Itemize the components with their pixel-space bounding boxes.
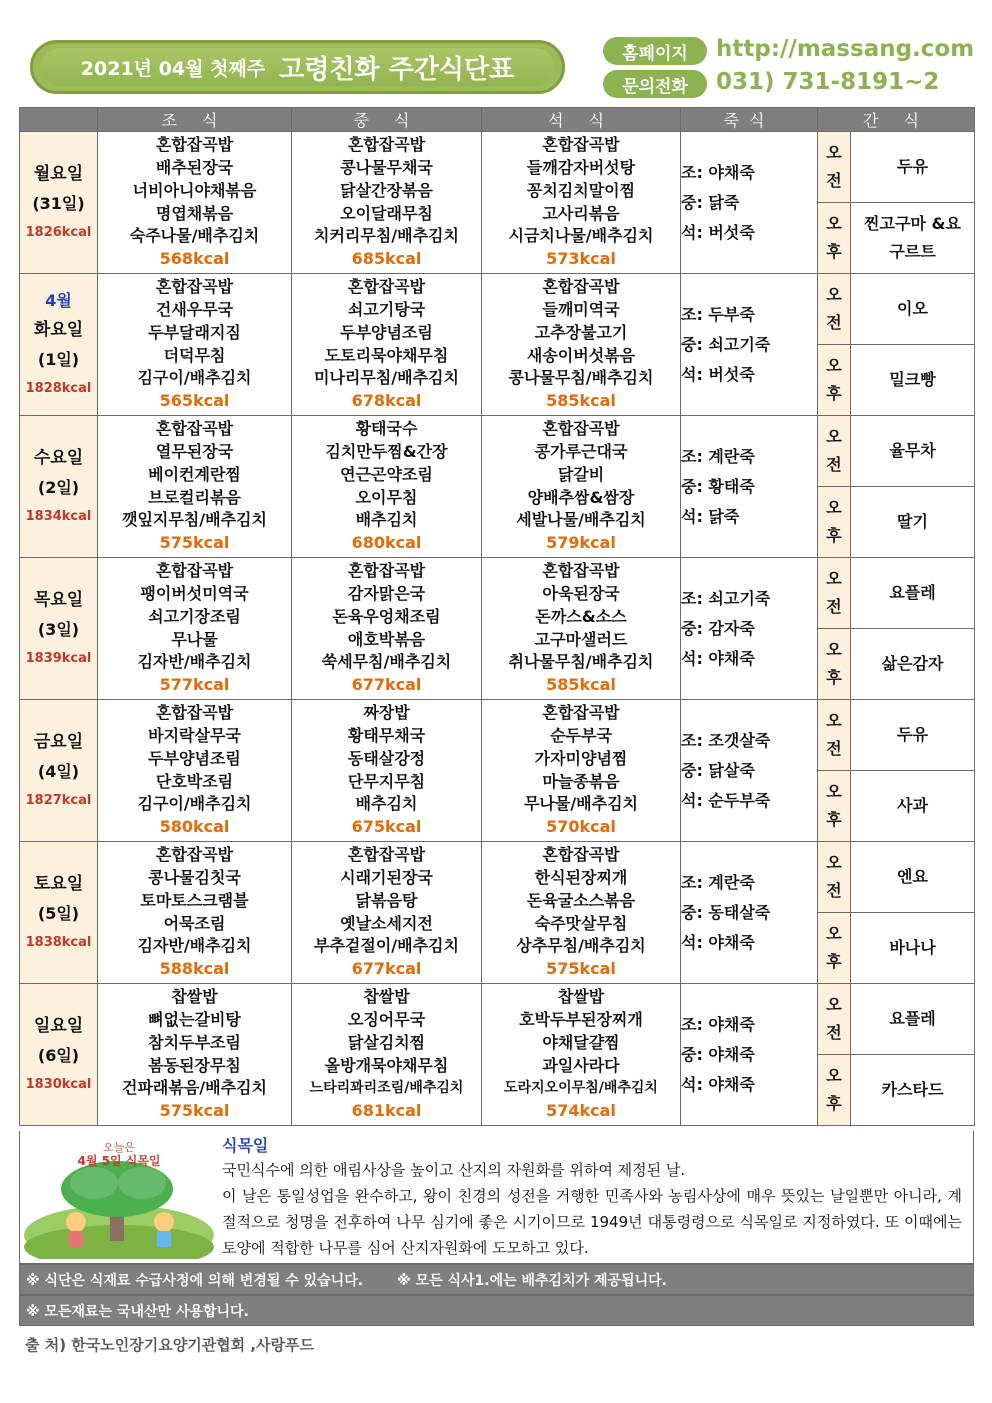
snack-time-label: 오전 bbox=[826, 711, 842, 758]
lunch-kcal: 681kcal bbox=[351, 1100, 422, 1120]
day-row bbox=[20, 700, 975, 771]
dinner-item: 고사리볶음 bbox=[542, 203, 620, 223]
dinner-kcal: 573kcal bbox=[546, 248, 616, 268]
day-date: (5일) bbox=[37, 903, 80, 923]
lunch-item: 돈육우엉채조림 bbox=[332, 606, 441, 626]
porridge-item: 조: 쇠고기죽 bbox=[681, 588, 771, 608]
lunch-item: 쑥세무침/배추김치 bbox=[321, 652, 452, 672]
snack-time-label: 오후 bbox=[826, 1066, 842, 1113]
breakfast-item: 두부양념조림 bbox=[148, 748, 241, 768]
dinner-item: 마늘종볶음 bbox=[542, 771, 620, 791]
lunch-item: 쇠고기탕국 bbox=[347, 300, 426, 320]
lunch-item: 애호박볶음 bbox=[347, 629, 426, 649]
breakfast-item: 베이컨계란찜 bbox=[148, 464, 241, 484]
snack-time-label: 오후 bbox=[826, 640, 842, 687]
lunch-item: 혼합잡곡밥 bbox=[347, 845, 426, 865]
day-date: (1일) bbox=[37, 349, 80, 369]
lunch-item: 느타리꽈리조림/배추김치 bbox=[309, 1080, 464, 1097]
day-date: (31일) bbox=[32, 193, 85, 213]
porridge-item: 중: 쇠고기죽 bbox=[681, 334, 771, 354]
snack-header: 간 식 bbox=[818, 108, 975, 132]
day-row bbox=[20, 984, 975, 1055]
porridge-cell bbox=[681, 558, 818, 700]
illustration-caption-1: 오늘은 bbox=[103, 1141, 135, 1154]
dinner-item: 들깨감자버섯탕 bbox=[526, 158, 636, 178]
lunch-cell bbox=[292, 416, 482, 558]
pm-snack: 카스타드 bbox=[851, 1055, 975, 1126]
lunch-item: 두부양념조림 bbox=[340, 322, 433, 342]
day-date: (2일) bbox=[37, 477, 80, 497]
porridge-item: 조: 계란죽 bbox=[681, 872, 755, 892]
day-cell bbox=[20, 558, 98, 700]
breakfast-cell bbox=[98, 700, 292, 842]
lunch-item: 연근곤약조림 bbox=[340, 464, 433, 484]
lunch-item: 배추김치 bbox=[355, 794, 418, 814]
breakfast-kcal: 575kcal bbox=[159, 1100, 230, 1120]
notice-2: ※ 모든 식사1.에는 배추김치가 제공됩니다. bbox=[397, 1272, 667, 1289]
dinner-item: 찹쌀밥 bbox=[557, 987, 605, 1007]
dinner-item: 순두부국 bbox=[550, 726, 612, 746]
breakfast-item: 바지락살무국 bbox=[148, 726, 241, 746]
dinner-cell bbox=[482, 558, 681, 700]
breakfast-item: 혼합잡곡밥 bbox=[155, 135, 234, 155]
breakfast-item: 건파래볶음/배추김치 bbox=[122, 1078, 267, 1098]
porridge-cell bbox=[681, 274, 818, 416]
breakfast-kcal: 568kcal bbox=[159, 248, 230, 268]
lunch-item: 단무지무침 bbox=[347, 771, 426, 791]
breakfast-item: 김자반/배추김치 bbox=[137, 936, 252, 956]
am-snack: 두유 bbox=[851, 132, 975, 203]
day-total-kcal: 1839kcal bbox=[25, 650, 92, 666]
am-snack: 엔요 bbox=[851, 842, 975, 913]
breakfast-item: 쇠고기장조림 bbox=[148, 606, 241, 626]
am-label-cell bbox=[818, 416, 851, 487]
weekday-name: 화요일 bbox=[33, 319, 84, 340]
day-total-kcal: 1826kcal bbox=[25, 224, 92, 240]
dinner-item: 콩나물무침/배추김치 bbox=[508, 368, 654, 388]
page-title: 고령친화 주간식단표 bbox=[279, 54, 515, 85]
dinner-item: 숙주맛살무침 bbox=[534, 913, 628, 933]
snack-time-label: 오전 bbox=[826, 285, 842, 332]
lunch-item: 감자맑은국 bbox=[347, 584, 426, 604]
pm-label-cell bbox=[818, 629, 851, 700]
homepage-label: 홈페이지 bbox=[603, 37, 707, 65]
pm-label-cell bbox=[818, 345, 851, 416]
dinner-item: 혼합잡곡밥 bbox=[542, 277, 620, 297]
title-banner bbox=[30, 40, 565, 94]
dinner-item: 아욱된장국 bbox=[542, 584, 620, 604]
dinner-item: 혼합잡곡밥 bbox=[542, 135, 620, 155]
day-cell bbox=[20, 700, 98, 842]
breakfast-kcal: 580kcal bbox=[159, 816, 230, 836]
porridge-item: 중: 닭죽 bbox=[681, 192, 740, 212]
lunch-item: 김치만두찜&간장 bbox=[325, 442, 448, 462]
porridge-item: 중: 황태죽 bbox=[681, 476, 755, 496]
weekday-name: 월요일 bbox=[33, 163, 84, 184]
day-row bbox=[20, 274, 975, 345]
day-cell bbox=[20, 416, 98, 558]
breakfast-item: 팽이버섯미역국 bbox=[140, 584, 249, 604]
day-cell bbox=[20, 842, 98, 984]
note-box bbox=[19, 1131, 974, 1264]
am-label-cell bbox=[818, 984, 851, 1055]
dinner-kcal: 574kcal bbox=[546, 1100, 616, 1120]
dinner-cell bbox=[482, 984, 681, 1126]
porridge-item: 석: 야채죽 bbox=[681, 932, 755, 952]
dinner-item: 새송이버섯볶음 bbox=[526, 345, 636, 365]
homepage-link[interactable]: http://massang.com bbox=[716, 36, 975, 62]
dinner-item: 혼합잡곡밥 bbox=[542, 561, 620, 581]
note-text bbox=[222, 1157, 962, 1261]
am-snack: 요플레 bbox=[851, 984, 975, 1055]
porridge-item: 석: 야채죽 bbox=[681, 648, 755, 668]
dinner-item: 고추장불고기 bbox=[534, 322, 628, 342]
breakfast-item: 김구이/배추김치 bbox=[137, 794, 252, 814]
breakfast-item: 참치두부조림 bbox=[148, 1032, 241, 1052]
porridge-item: 중: 동태살죽 bbox=[681, 902, 771, 922]
breakfast-cell bbox=[98, 132, 292, 274]
breakfast-cell bbox=[98, 558, 292, 700]
porridge-cell bbox=[681, 984, 818, 1126]
breakfast-item: 혼합잡곡밥 bbox=[155, 703, 234, 723]
porridge-item: 조: 조갯살죽 bbox=[681, 730, 771, 750]
breakfast-item: 건새우무국 bbox=[155, 300, 234, 320]
breakfast-item: 토마토스크램블 bbox=[140, 890, 249, 910]
lunch-item: 도토리묵야채무침 bbox=[324, 345, 449, 365]
lunch-item: 미나리무침/배추김치 bbox=[314, 368, 459, 388]
lunch-item: 닭살간장볶음 bbox=[340, 180, 433, 200]
note-line-2: 이 날은 통일성업을 완수하고, 왕이 친경의 성전을 거행한 민족사와 농림사상에 매우 뜻있는 날일뿐만 아니라, 계절적으로 청명을 전후하여 나무 심기에 좋은 시기이므로 1949년 대통령령으로 식목일로 지정하였다. 또 이때에는 토양에 적합한 나무를 심어 산지자원화에 도모하고 있다. bbox=[222, 1187, 962, 1257]
day-row bbox=[20, 842, 975, 913]
lunch-kcal: 685kcal bbox=[351, 248, 422, 268]
dinner-item: 한식된장찌개 bbox=[534, 868, 628, 888]
porridge-item: 조: 계란죽 bbox=[681, 446, 755, 466]
dinner-header: 석 식 bbox=[482, 108, 681, 132]
lunch-item: 혼합잡곡밥 bbox=[347, 135, 426, 155]
porridge-item: 석: 순두부죽 bbox=[681, 790, 771, 810]
porridge-header: 죽식 bbox=[681, 108, 818, 132]
pm-snack: 딸기 bbox=[851, 487, 975, 558]
lunch-item: 짜장밥 bbox=[363, 703, 410, 723]
pm-snack: 바나나 bbox=[851, 913, 975, 984]
snack-time-label: 오후 bbox=[826, 356, 842, 403]
weekday-name: 목요일 bbox=[33, 589, 84, 610]
breakfast-item: 열무된장국 bbox=[155, 442, 234, 462]
snack-time-label: 오후 bbox=[826, 782, 842, 829]
day-row bbox=[20, 558, 975, 629]
porridge-item: 석: 버섯죽 bbox=[681, 222, 755, 242]
breakfast-item: 더덕무침 bbox=[163, 345, 226, 365]
lunch-item: 치커리무침/배추김치 bbox=[314, 226, 459, 246]
breakfast-item: 어묵조림 bbox=[163, 913, 226, 933]
snack-time-label: 오전 bbox=[826, 853, 842, 900]
am-snack: 요플레 bbox=[851, 558, 975, 629]
pm-snack: 사과 bbox=[851, 771, 975, 842]
breakfast-item: 찹쌀밥 bbox=[171, 987, 218, 1007]
porridge-cell bbox=[681, 416, 818, 558]
lunch-item: 찹쌀밥 bbox=[363, 987, 410, 1007]
dinner-item: 혼합잡곡밥 bbox=[542, 703, 620, 723]
lunch-item: 닭살김치찜 bbox=[347, 1032, 426, 1052]
dinner-item: 돈까스&소스 bbox=[535, 606, 627, 626]
breakfast-kcal: 588kcal bbox=[159, 958, 230, 978]
breakfast-cell bbox=[98, 416, 292, 558]
breakfast-item: 콩나물김칫국 bbox=[148, 868, 241, 888]
day-row bbox=[20, 132, 975, 203]
porridge-item: 조: 야채죽 bbox=[681, 162, 755, 182]
breakfast-item: 숙주나물/배추김치 bbox=[129, 226, 260, 246]
dinner-item: 들깨미역국 bbox=[542, 300, 620, 320]
lunch-header: 중 식 bbox=[292, 108, 482, 132]
lunch-item: 황태무채국 bbox=[347, 726, 426, 746]
pm-snack: 삶은감자 bbox=[851, 629, 975, 700]
dinner-item: 닭갈비 bbox=[557, 464, 605, 484]
breakfast-item: 무나물 bbox=[171, 629, 218, 649]
lunch-cell bbox=[292, 984, 482, 1126]
am-snack: 율무차 bbox=[851, 416, 975, 487]
corner-header bbox=[20, 108, 98, 132]
snack-time-label: 오전 bbox=[826, 427, 842, 474]
lunch-cell bbox=[292, 558, 482, 700]
dinner-item: 혼합잡곡밥 bbox=[542, 845, 620, 865]
porridge-item: 중: 감자죽 bbox=[681, 618, 755, 638]
source-credit: 출 처) 한국노인장기요양기관협회 ,사랑푸드 bbox=[25, 1336, 315, 1354]
breakfast-item: 명엽채볶음 bbox=[155, 203, 234, 223]
pm-label-cell bbox=[818, 1055, 851, 1126]
breakfast-cell bbox=[98, 842, 292, 984]
dinner-item: 혼합잡곡밥 bbox=[542, 419, 620, 439]
breakfast-item: 브로컬리볶음 bbox=[148, 487, 241, 507]
lunch-item: 배추김치 bbox=[355, 510, 418, 530]
am-snack: 이오 bbox=[851, 274, 975, 345]
weekly-menu-table bbox=[19, 107, 975, 1126]
breakfast-item: 단호박조림 bbox=[155, 771, 234, 791]
pm-snack: 밀크빵 bbox=[851, 345, 975, 416]
dinner-kcal: 585kcal bbox=[546, 390, 616, 410]
dinner-item: 야채달걀찜 bbox=[542, 1032, 620, 1052]
day-total-kcal: 1830kcal bbox=[25, 1076, 92, 1092]
notice-3: ※ 모든재료는 국내산만 사용합니다. bbox=[26, 1303, 249, 1320]
am-label-cell bbox=[818, 700, 851, 771]
pm-label-cell bbox=[818, 487, 851, 558]
dinner-item: 호박두부된장찌개 bbox=[519, 1010, 643, 1030]
lunch-item: 닭볶음탕 bbox=[355, 890, 418, 910]
day-date: (3일) bbox=[37, 619, 80, 639]
header-row bbox=[20, 108, 975, 132]
snack-time-label: 오후 bbox=[826, 924, 842, 971]
notice-1: ※ 식단은 식재료 수급사정에 의해 변경될 수 있습니다. bbox=[26, 1272, 364, 1289]
dinner-item: 콩가루근대국 bbox=[534, 442, 628, 462]
lunch-item: 오징어무국 bbox=[347, 1010, 426, 1030]
day-row bbox=[20, 416, 975, 487]
breakfast-item: 김자반/배추김치 bbox=[137, 652, 252, 672]
snack-time-label: 오후 bbox=[826, 498, 842, 545]
am-snack: 두유 bbox=[851, 700, 975, 771]
dinner-item: 세발나물/배추김치 bbox=[516, 510, 646, 530]
lunch-item: 오이무침 bbox=[355, 487, 418, 507]
breakfast-kcal: 577kcal bbox=[159, 674, 230, 694]
day-total-kcal: 1834kcal bbox=[25, 508, 92, 524]
dinner-kcal: 575kcal bbox=[546, 958, 616, 978]
breakfast-item: 혼합잡곡밥 bbox=[155, 277, 234, 297]
am-label-cell bbox=[818, 842, 851, 913]
menu-body bbox=[20, 132, 975, 1126]
dinner-item: 상추무침/배추김치 bbox=[516, 936, 646, 956]
pm-label-cell bbox=[818, 203, 851, 274]
porridge-item: 석: 야채죽 bbox=[681, 1074, 755, 1094]
month-label: 4월 bbox=[45, 290, 72, 310]
breakfast-cell bbox=[98, 274, 292, 416]
note-line-1: 국민식수에 의한 애림사상을 높이고 산지의 자원화를 위하여 제정된 날. bbox=[222, 1161, 686, 1179]
pm-label-cell bbox=[818, 913, 851, 984]
weekday-name: 토요일 bbox=[33, 873, 84, 894]
porridge-item: 조: 야채죽 bbox=[681, 1014, 755, 1034]
dinner-item: 도라지오이무침/배추김치 bbox=[504, 1080, 658, 1097]
breakfast-header: 조 식 bbox=[98, 108, 292, 132]
day-cell bbox=[20, 984, 98, 1126]
dinner-item: 양배추쌈&쌈장 bbox=[527, 487, 635, 507]
dinner-item: 가자미양념찜 bbox=[534, 748, 628, 768]
dinner-item: 과일사라다 bbox=[542, 1055, 620, 1075]
pm-snack: 찐고구마 &요구르트 bbox=[851, 203, 975, 274]
day-date: (6일) bbox=[37, 1045, 80, 1065]
lunch-item: 부추겉절이/배추김치 bbox=[314, 936, 459, 956]
lunch-item: 시래기된장국 bbox=[340, 868, 433, 888]
phone-number: 031) 731-8191~2 bbox=[716, 69, 940, 95]
breakfast-item: 두부달래지짐 bbox=[148, 322, 241, 342]
notice-bar-2 bbox=[19, 1295, 974, 1326]
dinner-item: 돈육굴소스볶음 bbox=[526, 890, 636, 910]
lunch-kcal: 678kcal bbox=[351, 390, 422, 410]
porridge-item: 조: 두부죽 bbox=[681, 304, 755, 324]
illustration-caption-2: 4월 5일 식목일 bbox=[77, 1154, 161, 1168]
breakfast-item: 김구이/배추김치 bbox=[137, 368, 252, 388]
dinner-cell bbox=[482, 132, 681, 274]
title-week: 2021년 04월 첫째주 bbox=[80, 57, 266, 80]
porridge-item: 중: 닭살죽 bbox=[681, 760, 755, 780]
day-total-kcal: 1827kcal bbox=[25, 792, 92, 808]
dinner-cell bbox=[482, 700, 681, 842]
lunch-cell bbox=[292, 700, 482, 842]
breakfast-item: 혼합잡곡밥 bbox=[155, 561, 234, 581]
lunch-kcal: 677kcal bbox=[351, 674, 422, 694]
am-label-cell bbox=[818, 274, 851, 345]
dinner-kcal: 579kcal bbox=[546, 532, 616, 552]
dinner-cell bbox=[482, 274, 681, 416]
title-inner bbox=[41, 48, 554, 86]
breakfast-item: 깻잎지무침/배추김치 bbox=[122, 510, 267, 530]
lunch-cell bbox=[292, 132, 482, 274]
lunch-item: 콩나물무채국 bbox=[340, 158, 433, 178]
arbor-day-illustration bbox=[24, 1137, 214, 1259]
am-label-cell bbox=[818, 558, 851, 629]
lunch-cell bbox=[292, 274, 482, 416]
lunch-item: 옛날소세지전 bbox=[340, 913, 433, 933]
lunch-item: 동태살강정 bbox=[347, 748, 426, 768]
breakfast-item: 혼합잡곡밥 bbox=[155, 419, 234, 439]
dinner-cell bbox=[482, 416, 681, 558]
pm-label-cell bbox=[818, 771, 851, 842]
lunch-item: 혼합잡곡밥 bbox=[347, 561, 426, 581]
lunch-kcal: 675kcal bbox=[351, 816, 422, 836]
lunch-item: 올방개묵야채무침 bbox=[324, 1055, 449, 1075]
lunch-item: 황태국수 bbox=[355, 419, 418, 439]
weekday-name: 수요일 bbox=[33, 447, 84, 468]
lunch-kcal: 677kcal bbox=[351, 958, 422, 978]
phone-label: 문의전화 bbox=[603, 70, 707, 98]
dinner-kcal: 570kcal bbox=[546, 816, 616, 836]
porridge-cell bbox=[681, 132, 818, 274]
dinner-item: 꽁치김치말이찜 bbox=[526, 180, 636, 200]
lunch-item: 오이달래무침 bbox=[340, 203, 433, 223]
breakfast-kcal: 565kcal bbox=[159, 390, 230, 410]
lunch-cell bbox=[292, 842, 482, 984]
dinner-item: 고구마샐러드 bbox=[534, 629, 628, 649]
day-total-kcal: 1828kcal bbox=[25, 380, 92, 396]
am-label-cell bbox=[818, 132, 851, 203]
breakfast-item: 너비아니야채볶음 bbox=[132, 180, 257, 200]
weekday-name: 금요일 bbox=[33, 731, 84, 752]
day-cell bbox=[20, 132, 98, 274]
breakfast-cell bbox=[98, 984, 292, 1126]
dinner-item: 시금치나물/배추김치 bbox=[508, 226, 654, 246]
porridge-item: 석: 버섯죽 bbox=[681, 364, 755, 384]
snack-time-label: 오전 bbox=[826, 143, 842, 190]
breakfast-item: 봄동된장무침 bbox=[148, 1055, 241, 1075]
note-title: 식목일 bbox=[222, 1136, 269, 1155]
notice-bar-1 bbox=[19, 1264, 974, 1295]
porridge-item: 석: 닭죽 bbox=[681, 506, 740, 526]
lunch-kcal: 680kcal bbox=[351, 532, 422, 552]
weekday-name: 일요일 bbox=[33, 1015, 84, 1036]
snack-time-label: 오전 bbox=[826, 569, 842, 616]
dinner-cell bbox=[482, 842, 681, 984]
breakfast-kcal: 575kcal bbox=[159, 532, 230, 552]
porridge-cell bbox=[681, 700, 818, 842]
snack-time-label: 오후 bbox=[826, 214, 842, 261]
day-cell bbox=[20, 274, 98, 416]
porridge-cell bbox=[681, 842, 818, 984]
snack-time-label: 오전 bbox=[826, 995, 842, 1042]
dinner-kcal: 585kcal bbox=[546, 674, 616, 694]
breakfast-item: 배추된장국 bbox=[155, 158, 234, 178]
day-date: (4일) bbox=[37, 761, 80, 781]
lunch-item: 혼합잡곡밥 bbox=[347, 277, 426, 297]
dinner-item: 무나물/배추김치 bbox=[523, 794, 639, 814]
day-total-kcal: 1838kcal bbox=[25, 934, 92, 950]
porridge-item: 중: 야채죽 bbox=[681, 1044, 755, 1064]
breakfast-item: 혼합잡곡밥 bbox=[155, 845, 234, 865]
breakfast-item: 뼈없는갈비탕 bbox=[148, 1010, 241, 1030]
dinner-item: 취나물무침/배추김치 bbox=[508, 652, 654, 672]
